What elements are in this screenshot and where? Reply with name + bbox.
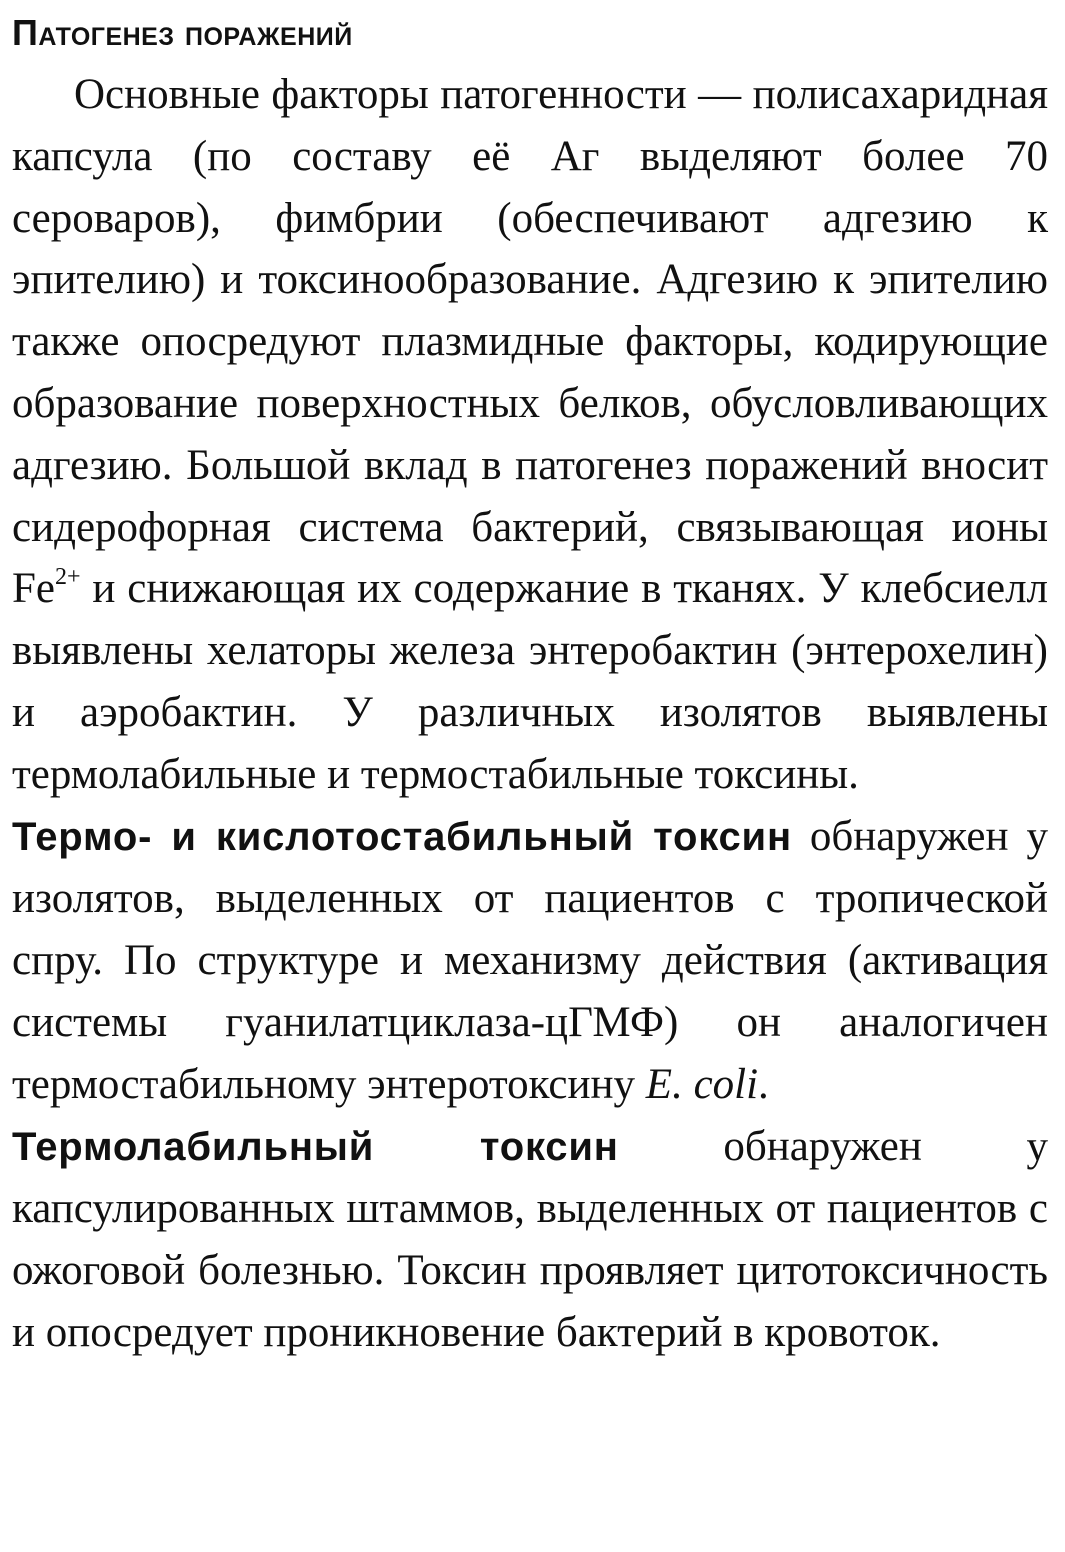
paragraph-1-text-a: Основные факторы патогенности — полисахаридная капсула (по составу её Аг выделяют более 70 сероваров), фимбрии (обеспечивают адгезию к эпителию) и токсинообразование. Адгезию к эпителию также опосредуют плазмидные факторы, кодирующие образование поверхностных белков, обусловливающих адгезию. Большой вклад в патогенез поражений вносит сидерофорная система бактерий, связывающая ионы	[12, 71, 1048, 551]
term-heat-acid-stable-toxin: Термо- и кислотостабильный токсин	[12, 814, 792, 859]
document-page	[12, 10, 1048, 1364]
paragraph-heat-stable-toxin	[12, 806, 1048, 1116]
paragraph-2-text: обнаружен у изолятов, выделенных от пациентов с тропической спру. По структуре и механизму действия (активация системы гуанилатциклаза-цГМФ) он аналогичен термостабильному энтеротоксину	[12, 812, 1048, 1108]
paragraph-1-text-b: и снижающая их содержание в тканях. У клебсиелл выявлены хелаторы железа энтеробактин (энтерохелин) и аэробактин. У различных изолятов выявлены термолабильные и термостабильные токсины.	[12, 565, 1048, 798]
paragraph-2-end: .	[758, 1060, 769, 1108]
iron-ion-charge: 2+	[55, 564, 81, 591]
term-heat-labile-toxin: Термолабильный токсин	[12, 1124, 619, 1169]
section-heading: Патогенез поражений	[12, 12, 353, 53]
iron-ion-symbol: Fe	[12, 565, 55, 613]
organism-name: E. coli	[645, 1060, 759, 1108]
paragraph-heat-labile-toxin	[12, 1116, 1048, 1364]
paragraph-3-text: обнаружен у капсулированных штаммов, выделенных от пациентов с ожоговой болезнью. Токсин проявляет цитотоксичность и опосредует проникновение бактерий в кровоток.	[12, 1122, 1048, 1356]
paragraph-pathogenicity-factors	[12, 64, 1048, 806]
